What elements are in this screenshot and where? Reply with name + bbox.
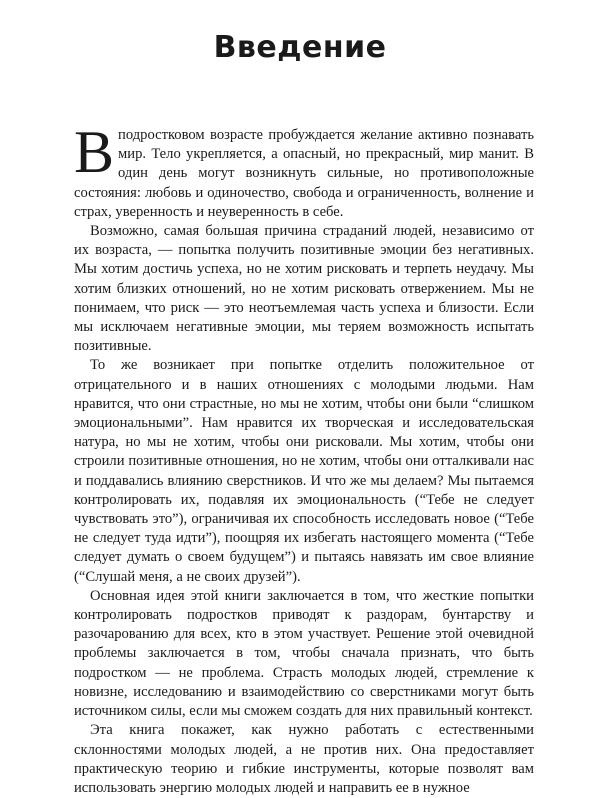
drop-cap: В bbox=[74, 119, 115, 185]
chapter-body bbox=[74, 119, 534, 798]
chapter-title: Введение bbox=[213, 30, 387, 65]
paragraph-4: Основная идея этой книги заключается в том, что жесткие попытки контролировать подростков приводят к раздорам, бунтарству и разочарованию для всех, кто в этом участвует. Решение этой очевидной проблемы заключается в том, чтобы сначала признать, что быть подростком — не проблема. Страсть молодых людей, стремление к новизне, исследованию и взаимодействию со сверстниками могут быть источником силы, если мы сможем создать для них правильный контекст. bbox=[74, 587, 534, 720]
paragraph-5: Эта книга покажет, как нужно работать с естественными склонностями молодых людей, а не против них. Она предоставляет практическую теорию и гибкие инструменты, которые позволят вам использовать энергию молодых людей и направить ее в нужное bbox=[74, 722, 534, 796]
paragraph-2: Возможно, самая большая причина страданий людей, независимо от их возраста, — попытка получить позитивные эмоции без негативных. Мы хотим достичь успеха, но не хотим рисковать и терпеть неудачу. Мы хотим близких отношений, но не хотим рисковать отвержением. Мы не понимаем, что риск — это неотъемлемая часть успеха и близости. Если мы исключаем негативные эмоции, мы теряем возможность испытать позитивные. bbox=[74, 223, 534, 355]
paragraph-3: То же возникает при попытке отделить положительное от отрицательного и в наших отношениях с молодыми людьми. Нам нравится, что они страстные, но мы не хотим, чтобы они были “слишком эмоциональными”. Нам нравится их творческая и исследовательская натура, но мы не хотим, чтобы они рисковали. Мы хотим, чтобы они строили позитивные отношения, но не хотим, чтобы они отталкивали нас и поддавались влиянию сверстников. И что же мы делаем? Мы пытаемся контролировать их, подавляя их эмоциональность (“Тебе не следует чувствовать это”), ограничивая их способность исследовать новое (“Тебе не следует туда идти”), поощряя их избегать настоящего момента (“Тебе следует думать о своем будущем”) и пытаясь навязать им свое влияние (“Слушай меня, а не своих друзей”). bbox=[74, 357, 534, 585]
paragraph-1 bbox=[74, 119, 534, 222]
paragraph-1-text: подростковом возрасте пробуждается желание активно познавать мир. Тело укрепляется, а опасный, но прекрасный, мир манит. В один день могут возникнуть сильные, но противоположные состояния: любовь и одиночество, свобода и ограниченность, волнение и страх, уверенность и неуверенность в себе. bbox=[74, 127, 534, 220]
